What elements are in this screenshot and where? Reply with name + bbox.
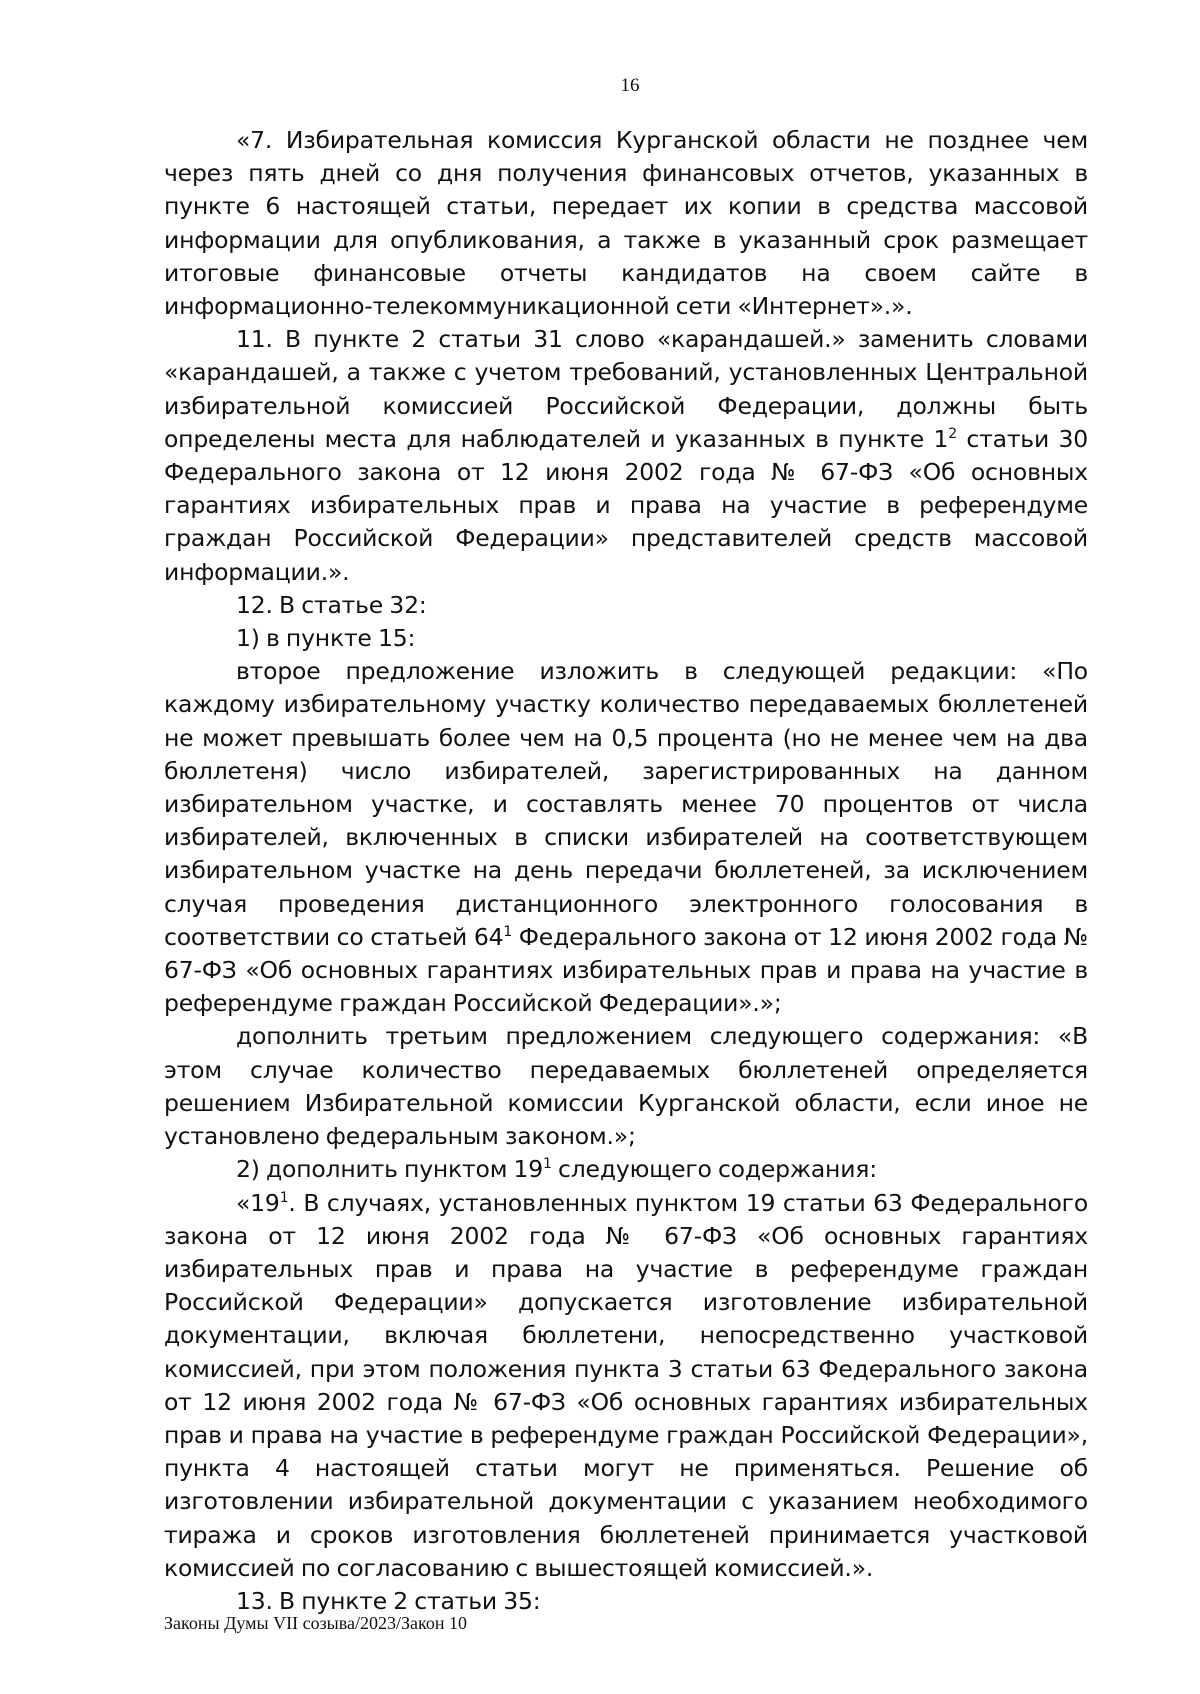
paragraph-text: следующего содержания: (551, 1155, 877, 1184)
paragraph (164, 1187, 1088, 1585)
superscript: 1 (279, 1189, 289, 1206)
paragraph-text: 13. В пункте 2 статьи 35: (236, 1586, 541, 1615)
paragraph-text: «В этом случае количество передаваемых бюллетеней определяется решением Избирательной комиссии Курганской области, если иное не установлено федеральным законом.»; (164, 1022, 1088, 1151)
page-number: 16 (620, 75, 640, 96)
paragraph (164, 124, 1088, 323)
paragraph-text: второе предложение изложить в следующей редакции: «По каждому избирательному участку количество передаваемых бюллетеней не может превышать более чем на 0,5 процента (но не менее чем на два бюллетеня) число избирателей, зарегистрированных на данном избирательном участке, и составлять менее 70 процентов от числа избирателей, включенных в списки избирателей на соответствующем избирательном участке на день передачи бюллетеней, за исключением случая проведения дистанционного электронного голосования в соответствии со статьей 64 (164, 657, 1088, 951)
superscript: 2 (948, 426, 957, 442)
paragraph-text: 2) дополнить пунктом 19 (236, 1155, 544, 1184)
paragraph-text: . В случаях, установленных пунктом 19 статьи 63 Федерального закона от 12 июня 2002 года № 67-ФЗ «Об основных гарантиях избирательных прав и права на участие в референдуме граждан Российской Федерации» допускается изготовление избирательной документации, включая бюллетени, непосредственно участковой комиссией, при этом положения пункта 3 статьи 63 Федерального закона от 12 июня 2002 года № 67-ФЗ «Об основных гарантиях избирательных прав и права на участие в референдуме граждан Российской Федерации», пункта 4 настоящей статьи могут не применяться. Решение об изготовлении избирательной документации с указанием необходимого тиража и сроков изготовления бюллетеней принимается участковой комиссией по согласованию с вышестоящей комиссией.». (164, 1188, 1088, 1582)
paragraph-text: «19 (236, 1188, 280, 1217)
paragraph (164, 1020, 1088, 1153)
paragraph-text: 1) в пункте 15: (236, 624, 416, 653)
paragraph-text: дополнить третьим предложением следующего содержания: (236, 1022, 1058, 1051)
paragraph (164, 323, 1088, 589)
document-body (164, 124, 1088, 1618)
paragraph (164, 589, 1088, 622)
paragraph-text: Федерального закона от 12 июня 2002 года № 67-ФЗ «Об основных гарантиях избирательных прав и права на участие в референдуме граждан Российской Федерации».»; (164, 922, 1088, 1018)
paragraph (164, 1153, 1088, 1186)
paragraph-text: 11. В пункте 2 статьи 31 слово «карандашей.» заменить словами «карандашей, а также с учетом требований, установленных Центральной избирательной комиссией Российской Федерации, должны быть определены места для наблюдателей и указанных в пункте 1 (164, 325, 1088, 453)
paragraph (164, 622, 1088, 655)
paragraph-text: статьи 30 Федерального закона от 12 июня 2002 года № 67-ФЗ «Об основных гарантиях избирательных прав и права на участие в референдуме граждан Российской Федерации» представителей средств массовой информации.». (164, 424, 1088, 586)
superscript: 1 (503, 924, 513, 941)
footer-reference: Законы Думы VII созыва/2023/Закон 10 (164, 1613, 467, 1633)
superscript: 1 (543, 1156, 552, 1173)
paragraph (164, 655, 1088, 1020)
paragraph-text: 12. В статье 32: (236, 590, 427, 619)
paragraph-text: «7. Избирательная комиссия Курганской области не позднее чем через пять дней со дня получения финансовых отчетов, указанных в пункте 6 настоящей статьи, передает их копии в средства массовой информации для опубликования, а также в указанный срок размещает итоговые финансовые отчеты кандидатов на своем сайте в информационно-телекоммуникационной сети «Интернет».». (164, 126, 1088, 321)
